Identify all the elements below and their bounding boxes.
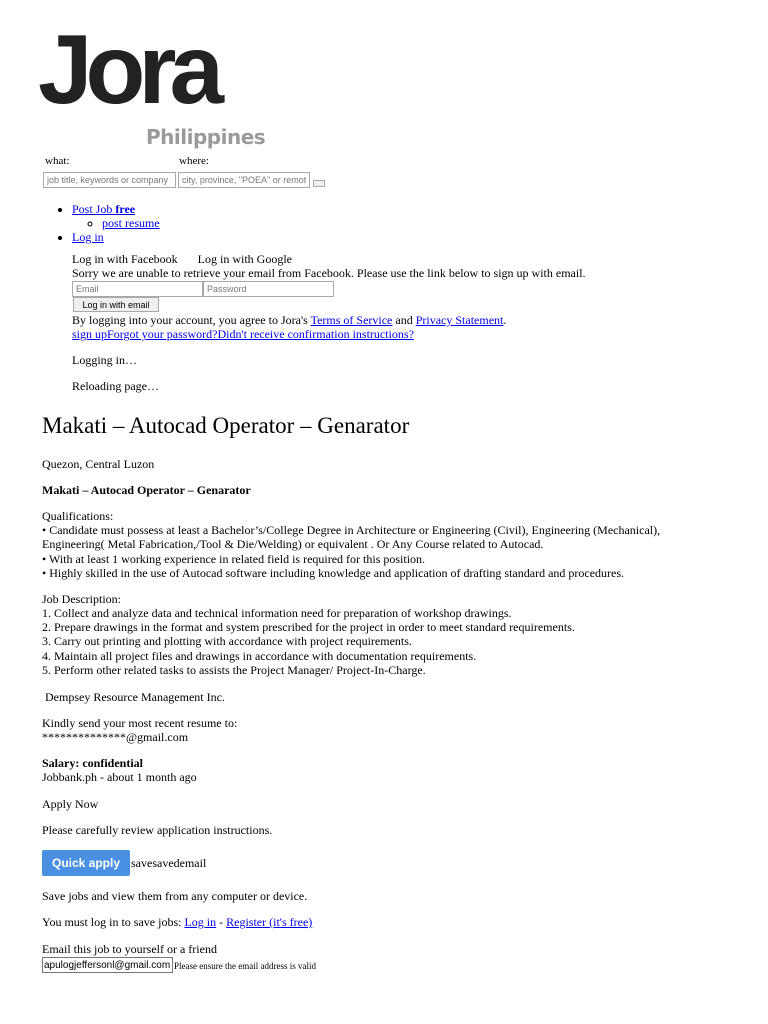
post-job-link[interactable] — [72, 202, 135, 216]
login-to-save — [42, 915, 312, 929]
email-validity-note: Please ensure the email address is valid — [174, 961, 316, 971]
post-resume-link[interactable]: post resume — [102, 216, 160, 230]
jora-logo[interactable] — [0, 0, 300, 152]
description-line: 2. Prepare drawings in the format and system prescribed for the project in order to meet standard requirements. — [42, 620, 575, 634]
must-login-text: You must log in to save jobs: — [42, 915, 185, 929]
email-job-heading: Email this job to yourself or a friend — [42, 942, 217, 956]
nav-item-post-job — [72, 202, 160, 230]
log-in-link[interactable]: Log in — [72, 230, 104, 244]
qualification-line: • Candidate must possess at least a Bachelor’s/College Degree in Architecture or Engineering (Civil), Engineering (Mechanical), — [42, 523, 661, 537]
terms-link[interactable]: Terms of Service — [310, 313, 393, 327]
search-button[interactable] — [313, 180, 325, 187]
description-heading: Job Description: — [42, 592, 121, 606]
forgot-password-link[interactable]: Forgot your password? — [107, 327, 218, 341]
what-label: what: — [45, 155, 70, 167]
logging-in-text: Logging in… — [72, 353, 137, 367]
sign-up-link[interactable]: sign up — [72, 327, 108, 341]
login-email-button[interactable]: Log in with email — [73, 297, 159, 312]
agree-and: and — [392, 313, 416, 327]
facebook-login[interactable]: Log in with Facebook — [72, 252, 178, 266]
job-source: Jobbank.ph - about 1 month ago — [42, 770, 197, 784]
job-subtitle: Makati – Autocad Operator – Genarator — [42, 483, 251, 497]
account-links — [72, 327, 414, 341]
google-login[interactable]: Log in with Google — [197, 252, 292, 266]
facebook-error: Sorry we are unable to retrieve your email from Facebook. Please use the link below to sign up with email. — [72, 266, 586, 280]
review-instructions: Please carefully review application instructions. — [42, 823, 273, 837]
password-field[interactable] — [203, 281, 334, 297]
save-toggle[interactable]: savesavedemail — [131, 856, 207, 870]
description-line: 1. Collect and analyze data and technical information need for preparation of workshop drawings. — [42, 606, 512, 620]
description-line: 4. Maintain all project files and drawings in accordance with documentation requirements. — [42, 649, 477, 663]
description-line: 3. Carry out printing and plotting with accordance with project requirements. — [42, 634, 412, 648]
privacy-link[interactable]: Privacy Statement — [415, 313, 504, 327]
job-location: Quezon, Central Luzon — [42, 457, 155, 471]
company-name: Dempsey Resource Management Inc. — [42, 690, 225, 704]
contact-email: **************@gmail.com — [42, 730, 189, 744]
qualification-line: Engineering( Metal Fabrication,/Tool & Die/Welding) or equivalent . Or Any Course related to Autocad. — [42, 537, 544, 551]
where-label: where: — [179, 155, 209, 167]
reloading-text: Reloading page… — [72, 379, 159, 393]
post-job-label: Post Job — [72, 202, 113, 216]
agree-period: . — [503, 313, 507, 327]
register-link[interactable]: Register (it's free) — [226, 915, 313, 929]
qualification-line: • With at least 1 working experience in related field is required for this position. — [42, 552, 426, 566]
quick-apply-button[interactable]: Quick apply — [42, 850, 130, 876]
salary: Salary: confidential — [42, 756, 143, 770]
email-job-input[interactable] — [42, 957, 173, 973]
save-jobs-text: Save jobs and view them from any computer or device. — [42, 889, 308, 903]
logo-country: Philippines — [146, 125, 266, 149]
nav-menu — [42, 202, 160, 244]
logo-word: Jora — [38, 14, 218, 124]
job-title: Makati – Autocad Operator – Genarator — [42, 413, 410, 438]
confirmation-link[interactable]: Didn't receive confirmation instructions? — [217, 327, 414, 341]
save-login-link[interactable]: Log in — [184, 915, 217, 929]
description-line: 5. Perform other related tasks to assists the Project Manager/ Project-In-Charge. — [42, 663, 426, 677]
dash-separator: - — [216, 915, 227, 929]
post-job-free: free — [115, 202, 136, 216]
agree-prefix: By logging into your account, you agree to Jora's — [72, 313, 311, 327]
what-input[interactable] — [43, 172, 176, 188]
where-input[interactable] — [178, 172, 310, 188]
apply-now-heading: Apply Now — [42, 797, 99, 811]
nav-item-log-in — [72, 230, 160, 244]
agreement-text — [72, 313, 506, 327]
qualification-line: • Highly skilled in the use of Autocad software including knowledge and application of drafting standard and procedures. — [42, 566, 625, 580]
send-resume-text: Kindly send your most recent resume to: — [42, 716, 238, 730]
qualifications-heading: Qualifications: — [42, 509, 114, 523]
email-field[interactable] — [72, 281, 203, 297]
nav-item-post-resume — [102, 216, 160, 230]
social-login-row — [72, 252, 292, 266]
